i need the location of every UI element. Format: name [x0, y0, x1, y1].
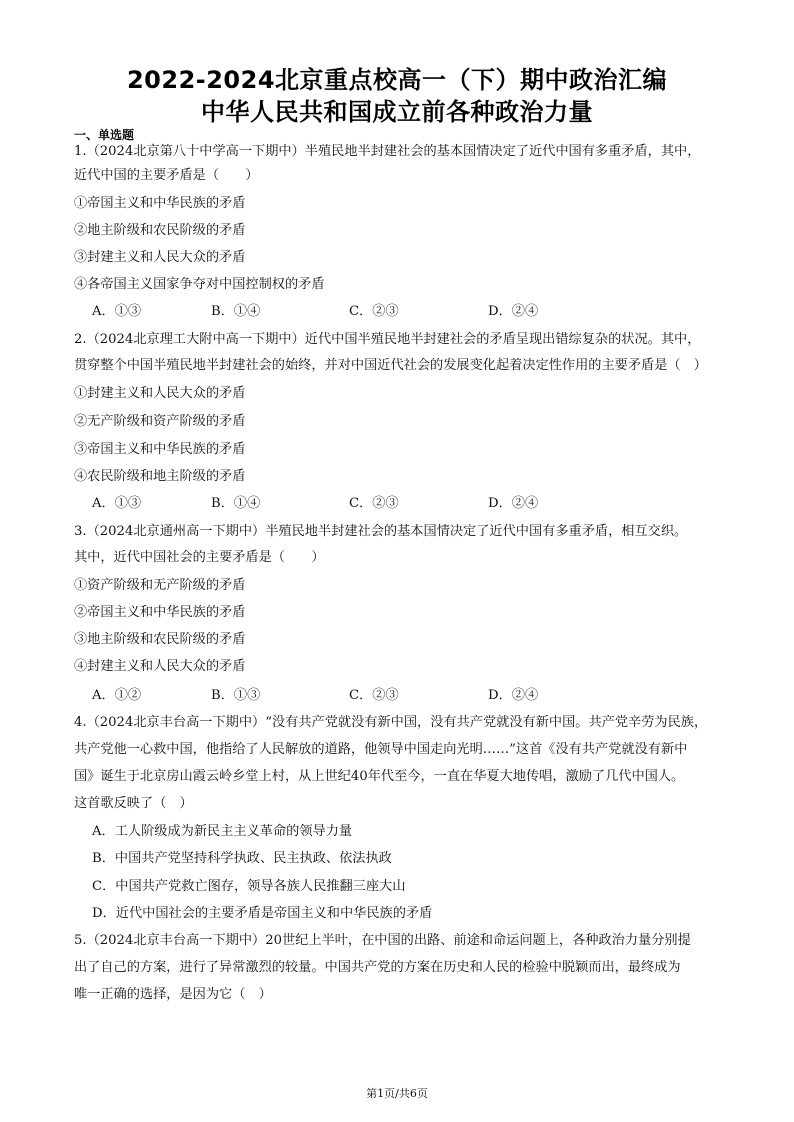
- q3-option-b: B．①③: [211, 688, 261, 703]
- q4-option-a: A．工人阶级成为新民主主义革命的领导力量: [92, 824, 353, 839]
- q1-option-a: A．①③: [92, 304, 142, 319]
- q4-stem-line-3: 国》诞生于北京房山霞云岭乡堂上村，从上世纪40年代至今，一直在华夏大地传唱，激励了几代中国人。: [74, 769, 685, 784]
- q3-options: [92, 686, 712, 706]
- q1-stem-line-2: 近代中国的主要矛盾是（ ）: [74, 168, 259, 183]
- q5-stem-line-2: 出了自己的方案，进行了异常激烈的较量。中国共产党的方案在历史和人民的检验中脱颖而出，最终成为: [74, 960, 681, 975]
- q4-stem-line-4: 这首歌反映了（ ）: [74, 796, 193, 811]
- q3-item-4: ④封建主义和人民大众的矛盾: [74, 659, 246, 674]
- document-title-line-2: 中华人民共和国成立前各种政治力量: [201, 98, 593, 126]
- q2-option-d: D．②④: [488, 496, 539, 511]
- q1-stem-line-1: 1.（2024北京第八十中学高一下期中）半殖民地半封建社会的基本国情决定了近代中国有多重矛盾，其中，: [74, 144, 701, 159]
- q4-stem-line-1: 4.（2024北京丰台高一下期中）“没有共产党就没有新中国，没有共产党就没有新中国。共产党辛劳为民族，: [74, 715, 708, 730]
- q1-item-2: ②地主阶级和农民阶级的矛盾: [74, 223, 246, 238]
- q4-stem-line-2: 共产党他一心救中国，他指给了人民解放的道路，他领导中国走向光明……”这首《没有共产党就没有新中: [74, 742, 688, 757]
- q2-stem-line-2: 贯穿整个中国半殖民地半封建社会的始终，并对中国近代社会的发展变化起着决定性作用的主要矛盾是（ ）: [74, 358, 707, 373]
- q5-stem-line-3: 唯一正确的选择，是因为它（ ）: [74, 987, 272, 1002]
- q4-option-d: D．近代中国社会的主要矛盾是帝国主义和中华民族的矛盾: [92, 906, 433, 921]
- q2-item-3: ③帝国主义和中华民族的矛盾: [74, 442, 246, 457]
- document-title-line-1: 2022-2024北京重点校高一（下）期中政治汇编: [126, 66, 668, 94]
- q2-item-4: ④农民阶级和地主阶级的矛盾: [74, 469, 246, 484]
- q3-option-a: A．①②: [92, 688, 142, 703]
- q3-item-1: ①资产阶级和无产阶级的矛盾: [74, 578, 246, 593]
- q3-item-3: ③地主阶级和农民阶级的矛盾: [74, 632, 246, 647]
- q5-stem-line-1: 5.（2024北京丰台高一下期中）20世纪上半叶，在中国的出路、前途和命运问题上，各种政治力量分别提: [74, 933, 691, 948]
- q1-option-d: D．②④: [488, 304, 539, 319]
- q3-option-c: C．②③: [349, 688, 399, 703]
- q3-option-d: D．②④: [488, 688, 539, 703]
- q1-item-4: ④各帝国主义国家争夺对中国控制权的矛盾: [74, 277, 325, 292]
- q2-option-a: A．①③: [92, 496, 142, 511]
- q2-option-b: B．①④: [211, 496, 261, 511]
- q2-options: [92, 494, 712, 514]
- q3-stem-line-2: 其中，近代中国社会的主要矛盾是（ ）: [74, 550, 325, 565]
- q2-option-c: C．②③: [349, 496, 399, 511]
- q2-stem-line-1: 2.（2024北京理工大附中高一下期中）近代中国半殖民地半封建社会的矛盾呈现出错综复杂的状况。其中，: [74, 332, 701, 347]
- q4-option-c: C．中国共产党救亡图存，领导各族人民推翻三座大山: [92, 879, 406, 894]
- q1-item-3: ③封建主义和人民大众的矛盾: [74, 250, 246, 265]
- q1-options: [92, 302, 712, 322]
- q1-option-b: B．①④: [211, 304, 261, 319]
- section-heading: 一、单选题: [74, 128, 135, 142]
- q3-item-2: ②帝国主义和中华民族的矛盾: [74, 605, 246, 620]
- q1-item-1: ①帝国主义和中华民族的矛盾: [74, 196, 246, 211]
- q2-item-1: ①封建主义和人民大众的矛盾: [74, 386, 246, 401]
- q2-item-2: ②无产阶级和资产阶级的矛盾: [74, 414, 246, 429]
- q1-option-c: C．②③: [349, 304, 399, 319]
- q4-option-b: B．中国共产党坚持科学执政、民主执政、依法执政: [92, 851, 392, 866]
- page-number-footer: 第1页/共6页: [366, 1087, 428, 1100]
- q3-stem-line-1: 3.（2024北京通州高一下期中）半殖民地半封建社会的基本国情决定了近代中国有多重矛盾，相互交织。: [74, 524, 688, 539]
